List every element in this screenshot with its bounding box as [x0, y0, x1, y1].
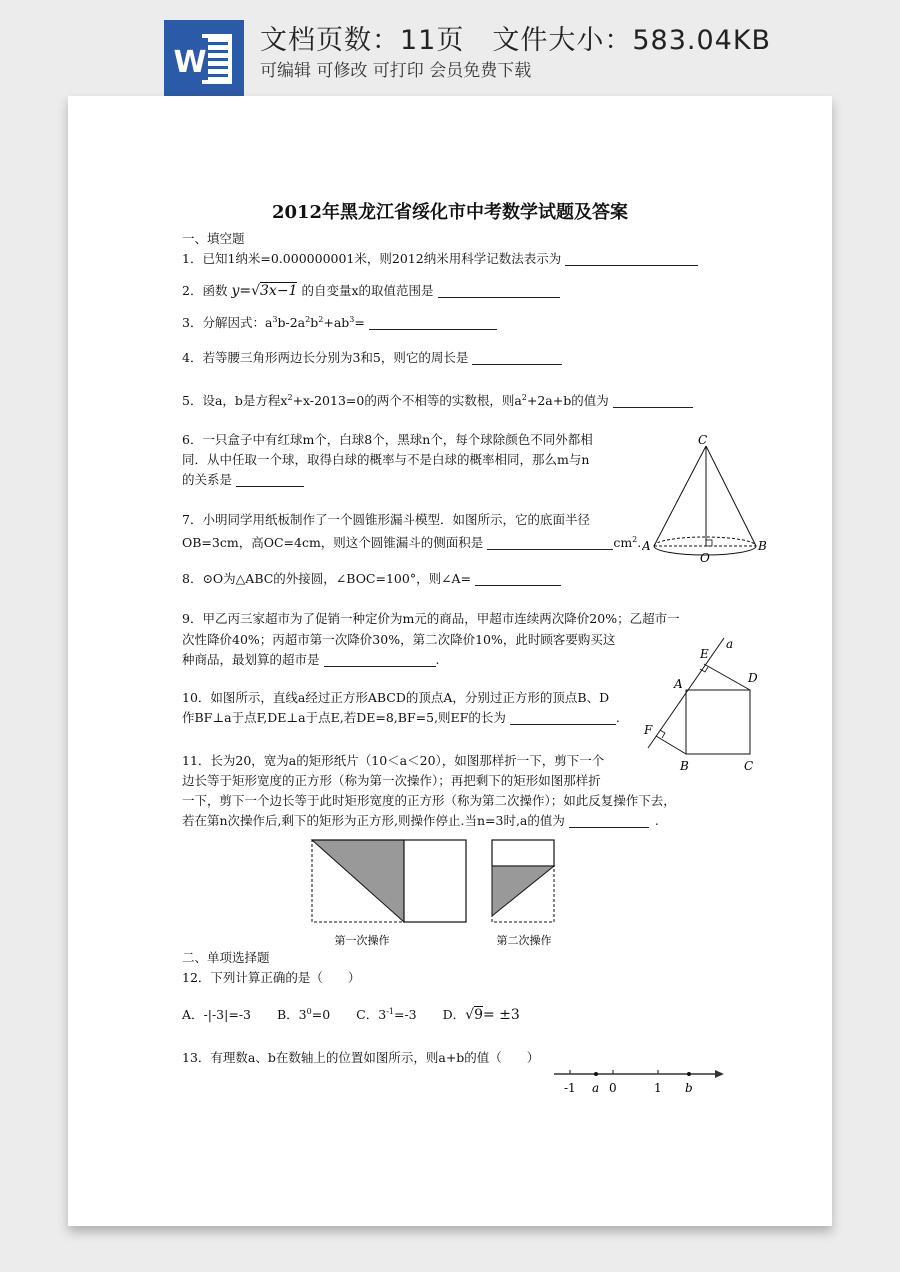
svg-text:B: B: [758, 539, 767, 553]
svg-text:a: a: [592, 1081, 600, 1095]
svg-text:E: E: [700, 647, 709, 661]
question-2: 2．函数 y=√3x−1 的自变量x的取值范围是: [182, 281, 560, 301]
document-title: 2012年黑龙江省绥化市中考数学试题及答案: [271, 202, 629, 223]
question-11-line-4: 若在第n次操作后,剩下的矩形为正方形,则操作停止.当n=3时,a的值为 .: [182, 813, 659, 828]
question-1: 1．已知1纳米=0.000000001米，则2012纳米用科学记数法表示为: [182, 249, 698, 269]
svg-text:C: C: [744, 759, 754, 773]
svg-text:B: B: [680, 759, 689, 773]
svg-text:A: A: [674, 677, 683, 691]
question-6-line-1: 6．一只盒子中有红球m个，白球8个，黑球n个，每个球除颜色不同外都相: [182, 432, 593, 447]
question-11-line-2: 边长等于矩形宽度的正方形（称为第一次操作）；再把剩下的矩形如图那样折: [182, 773, 601, 788]
svg-text:第一次操作: 第一次操作: [334, 934, 390, 947]
question-9-line-2: 次性降价40%；丙超市第一次降价30%，第二次降价10%，此时顾客要购买这: [182, 632, 616, 647]
question-12: 12．下列计算正确的是（ ）: [182, 970, 361, 985]
svg-text:1: 1: [654, 1081, 662, 1095]
file-info-subtitle: 可编辑 可修改 可打印 会员免费下载: [260, 61, 532, 81]
question-5: 5．设a，b是方程$x^2+x-2013=0$的两个不相等的实数根，则$a^2+2a+b$的值为: [182, 388, 693, 411]
question-6-line-2: 同．从中任取一个球，取得白球的概率与不是白球的概率相同，那么m与n: [182, 452, 590, 467]
number-line-figure: [552, 1064, 732, 1102]
question-9-line-3: 种商品，最划算的超市是 .: [182, 652, 440, 667]
file-info-title: 文档页数：11页 文件大小：583.04KB: [260, 25, 772, 56]
svg-text:O: O: [700, 551, 710, 565]
section-single-choice: 二、单项选择题: [182, 950, 270, 965]
cone-figure: [642, 434, 772, 572]
word-document-icon: [164, 20, 244, 96]
svg-text:W: W: [173, 45, 207, 80]
question-13: 13．有理数a、b在数轴上的位置如图所示，则a+b的值（ ）: [182, 1050, 540, 1065]
document-page: [68, 96, 832, 1226]
question-11-line-3: 一下，剪下一个边长等于此时矩形宽度的正方形（称为第二次操作）；如此反复操作下去，: [182, 793, 676, 808]
question-7-line-1: 7．小明同学用纸板制作了一个圆锥形漏斗模型．如图所示，它的底面半径: [182, 512, 590, 527]
section-fill-blank: 一、填空题: [182, 231, 245, 246]
square-figure: [640, 636, 770, 780]
question-10-line-2: 作BF⊥a于点F,DE⊥a于点E,若DE=8,BF=5,则EF的长为 .: [182, 710, 620, 725]
svg-text:b: b: [685, 1081, 693, 1095]
folding-operation-figure: [304, 836, 564, 956]
question-12-options: A．-|-3|=-3 B．$3^0=0$ C．$3^{-1}=-3$ D．√9= ±3: [182, 1007, 520, 1024]
question-9-line-1: 9．甲乙丙三家超市为了促销一种定价为m元的商品，甲超市连续两次降价20%；乙超市一: [182, 611, 680, 626]
svg-text:a: a: [726, 637, 734, 651]
download-header: [0, 0, 900, 96]
svg-text:A: A: [642, 539, 651, 553]
question-11-line-1: 11．长为20，宽为a的矩形纸片（10＜a＜20），如图那样折一下，剪下一个: [182, 753, 605, 768]
svg-text:第二次操作: 第二次操作: [496, 934, 552, 947]
svg-text:0: 0: [609, 1081, 617, 1095]
question-6-line-3: 的关系是: [182, 470, 304, 490]
svg-text:D: D: [748, 671, 758, 685]
svg-text:-1: -1: [564, 1081, 576, 1095]
question-3: 3．分解因式：$a^3b-2a^2b^2+ab^3=$: [182, 310, 497, 333]
question-7-line-2: OB=3cm，高OC=4cm，则这个圆锥漏斗的侧面积是 $cm^2$.: [182, 535, 642, 551]
svg-text:C: C: [698, 434, 708, 447]
question-8: 8．⊙O为△ABC的外接圆，∠BOC=100°，则∠A=: [182, 569, 561, 589]
question-10-line-1: 10．如图所示，直线a经过正方形ABCD的顶点A，分别过正方形的顶点B、D: [182, 690, 610, 705]
question-4: 4．若等腰三角形两边长分别为3和5，则它的周长是: [182, 348, 562, 368]
svg-text:F: F: [644, 723, 653, 737]
